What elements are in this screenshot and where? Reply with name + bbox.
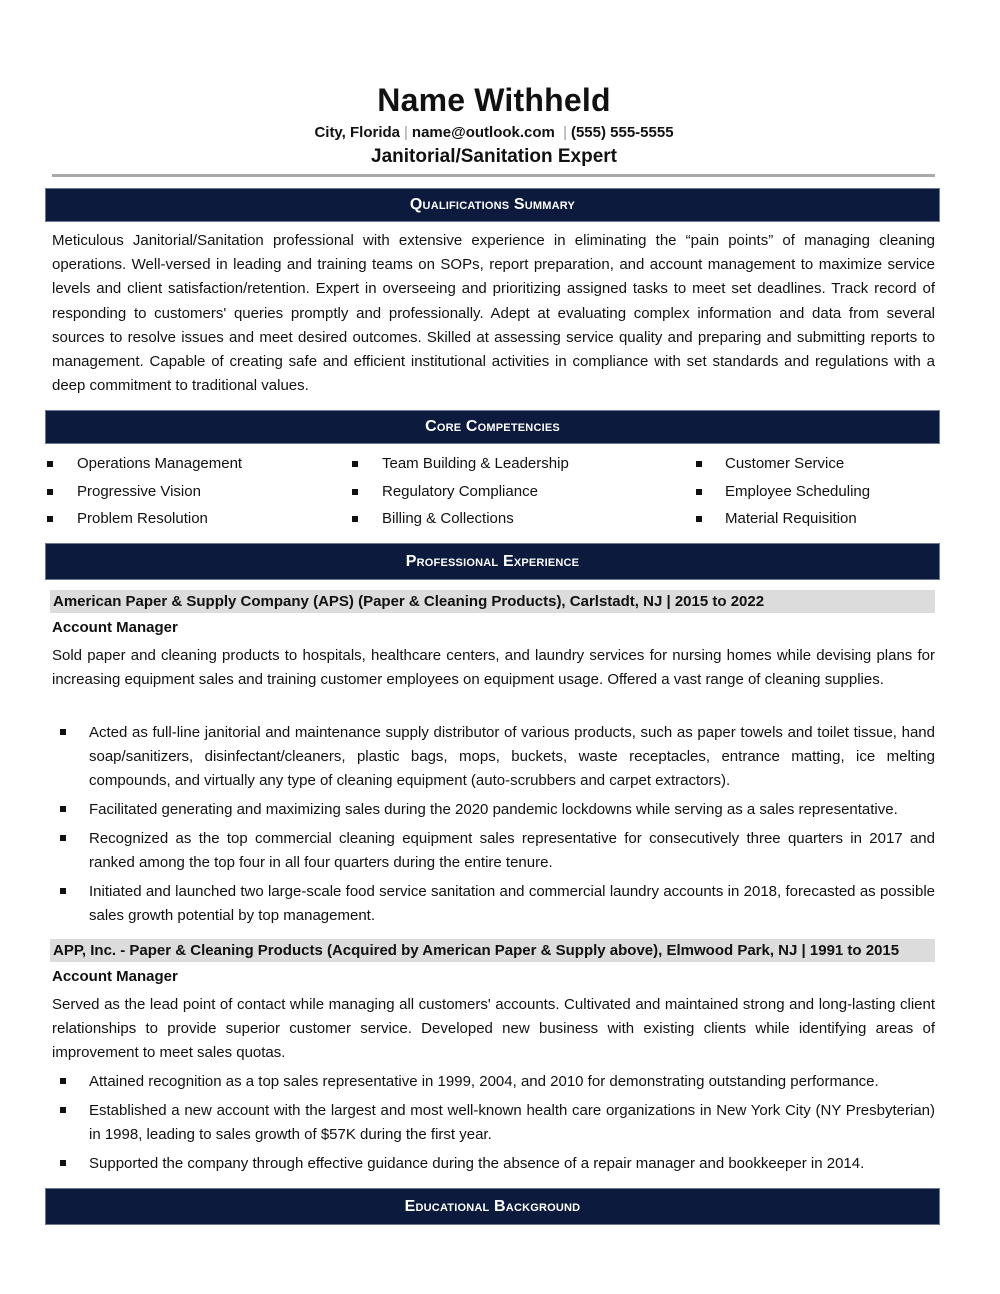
bullet-icon [47, 461, 53, 467]
bullet-icon [60, 1107, 66, 1113]
bullet-icon [352, 489, 358, 495]
section-title-summary: Qualifications Summary [409, 196, 576, 213]
job-description: Sold paper and cleaning products to hospitals, healthcare centers, and laundry services for nursing homes while devising plans for increasing equipment sales and training customer employees on equipment usage. Offered a vast range of cleaning supplies. [52, 647, 935, 689]
bullet-icon [696, 461, 702, 467]
competency-item: Problem Resolution [47, 509, 337, 537]
section-title-education: Educational Background [404, 1198, 581, 1215]
section-header-education [45, 1188, 940, 1225]
competency-item: Operations Management [47, 454, 337, 482]
summary-paragraph: Meticulous Janitorial/Sanitation professional with extensive experience in eliminating the “pain points” of managing cleaning operations. Well-versed in leading and training teams on SOPs, report preparation, and account management to maximize service levels and client satisfaction/retention. Expert in overseeing and prioritizing assigned tasks to meet set deadlines. Track record of responding to customers' queries promptly and professionally. Adept at evaluating complex information and data from several sources to resolve issues and meet desired outcomes. Skilled at assessing service quality and preparing and submitting reports to management. Capable of creating safe and efficient institutional activities in compliance with set standards and regulations with a deep commitment to traditional values. [52, 232, 935, 395]
bullet-icon [60, 806, 66, 812]
achievement-item: Supported the company through effective guidance during the absence of a repair manager and bookkeeper in 2014. [52, 1152, 935, 1176]
candidate-name: Name Withheld [377, 82, 611, 118]
competency-column-3 [696, 454, 936, 537]
competency-column-2 [352, 454, 672, 537]
bullet-icon [60, 835, 66, 841]
competency-column-1 [47, 454, 337, 537]
achievement-item: Recognized as the top commercial cleaning equipment sales representative for consecutively three quarters in 2017 and ranked among the top four in all four quarters during the entire tenure. [52, 827, 935, 875]
job-title: Account Manager [52, 619, 178, 636]
competency-item: Regulatory Compliance [352, 482, 672, 510]
job-achievements [52, 1070, 935, 1181]
contact-city: City, Florida [314, 124, 400, 141]
contact-separator: | [563, 124, 567, 141]
professional-headline: Janitorial/Sanitation Expert [371, 146, 617, 167]
bullet-icon [352, 461, 358, 467]
competency-item: Material Requisition [696, 509, 936, 537]
bullet-icon [47, 516, 53, 522]
competency-item: Customer Service [696, 454, 936, 482]
job-company-line: American Paper & Supply Company (APS) (Paper & Cleaning Products), Carlstadt, NJ | 2015 to 2022 [50, 590, 935, 613]
achievement-item: Facilitated generating and maximizing sales during the 2020 pandemic lockdowns while serving as a sales representative. [52, 798, 935, 822]
achievement-item: Established a new account with the largest and most well-known health care organizations in New York City (NY Presbyterian) in 1998, leading to sales growth of $57K during the first year. [52, 1099, 935, 1147]
bullet-icon [47, 489, 53, 495]
achievement-item: Attained recognition as a top sales representative in 1999, 2004, and 2010 for demonstrating outstanding performance. [52, 1070, 935, 1094]
section-header-summary [45, 188, 940, 222]
contact-separator: | [404, 124, 408, 141]
job-achievements [52, 721, 935, 933]
bullet-icon [60, 1160, 66, 1166]
contact-email[interactable]: name@outlook.com [411, 124, 555, 141]
job-company-line: APP, Inc. - Paper & Cleaning Products (Acquired by American Paper & Supply above), Elmwood Park, NJ | 1991 to 2015 [50, 939, 935, 962]
job-title: Account Manager [52, 968, 178, 985]
achievement-item: Initiated and launched two large-scale food service sanitation and commercial laundry accounts in 2018, forecasted as possible sales growth potential by top management. [52, 880, 935, 928]
competency-item: Team Building & Leadership [352, 454, 672, 482]
section-title-experience: Professional Experience [405, 553, 580, 570]
competency-item: Billing & Collections [352, 509, 672, 537]
bullet-icon [60, 888, 66, 894]
bullet-icon [352, 516, 358, 522]
section-title-competencies: Core Competencies [425, 418, 560, 435]
contact-phone: (555) 555-5555 [570, 124, 674, 141]
bullet-icon [696, 516, 702, 522]
header-divider [52, 174, 935, 177]
section-header-competencies [45, 410, 940, 444]
contact-line [0, 124, 988, 141]
bullet-icon [60, 1078, 66, 1084]
competency-item: Progressive Vision [47, 482, 337, 510]
bullet-icon [696, 489, 702, 495]
section-header-experience [45, 543, 940, 580]
achievement-item: Acted as full-line janitorial and maintenance supply distributor of various products, such as paper towels and toilet tissue, hand soap/sanitizers, disinfectant/cleaners, plastic bags, mops, buckets, waste receptacles, entrance matting, ice melting compounds, and virtually any type of cleaning equipment (auto-scrubbers and carpet extractors). [52, 721, 935, 793]
competency-item: Employee Scheduling [696, 482, 936, 510]
bullet-icon [60, 729, 66, 735]
job-description: Served as the lead point of contact while managing all customers' accounts. Cultivated and maintained strong and long-lasting client relationships to provide superior customer service. Developed new business with existing clients while identifying areas of improvement to meet sales quotas. [52, 996, 935, 1062]
